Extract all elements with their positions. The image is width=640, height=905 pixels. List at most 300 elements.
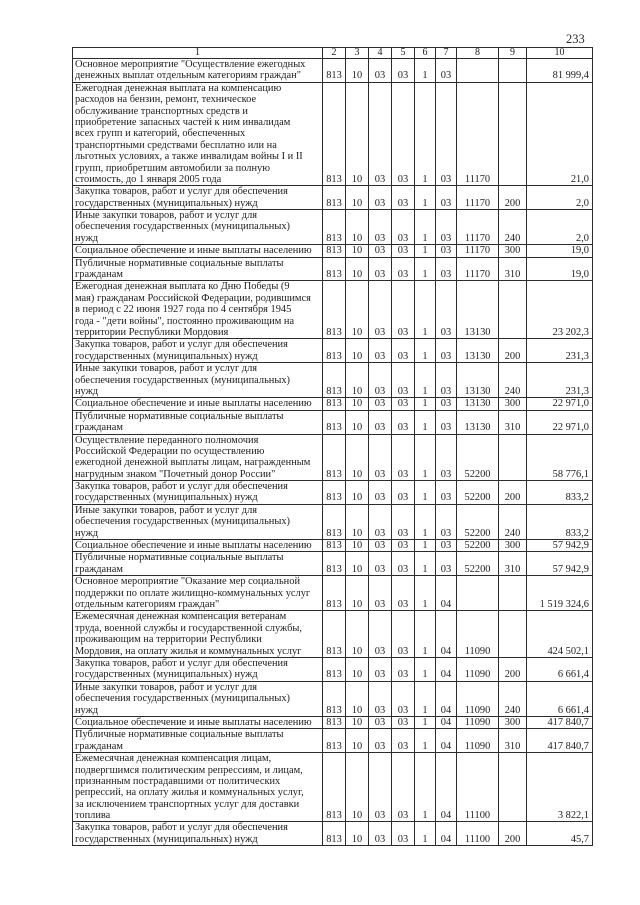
description-line: обслуживание транспортных средств и — [75, 105, 248, 117]
cell-activity-code: 03 — [436, 339, 457, 363]
cell-amount: 23 202,3 — [527, 281, 593, 339]
table-row — [73, 657, 593, 681]
table-row — [73, 281, 593, 339]
description-line: обеспечения государственных (муниципальных) — [75, 693, 291, 705]
cell-amount: 22 971,0 — [527, 410, 593, 434]
cell-expense-type: 310 — [499, 729, 527, 753]
cell-dept-code: 813 — [323, 657, 346, 681]
cell-activity-code: 03 — [436, 82, 457, 186]
description-line: нужд — [75, 527, 99, 539]
cell-expense-type: 310 — [499, 552, 527, 576]
table-row — [73, 729, 593, 753]
description-line: труда, военной службы и государственной службы, — [75, 622, 302, 634]
cell-expense-type — [499, 611, 527, 658]
column-header-6: 6 — [415, 48, 436, 59]
description-line: Иные закупки товаров, работ и услуг для — [75, 504, 258, 516]
cell-amount: 833,2 — [527, 481, 593, 505]
cell-program-code: 03 — [392, 552, 415, 576]
description-line: Закупка товаров, работ и услуг для обеспечения — [75, 657, 288, 669]
cell-subprogram-code: 1 — [415, 540, 436, 552]
cell-amount: 231,3 — [527, 363, 593, 398]
cell-dept-code: 813 — [323, 504, 346, 539]
cell-program-code: 03 — [392, 611, 415, 658]
description-line: нагрудным знаком "Почетный донор России" — [75, 468, 276, 480]
description-line: обеспечения государственных (муниципальных) — [75, 374, 291, 386]
cell-subsection: 03 — [369, 410, 392, 434]
cell-dept-code: 813 — [323, 186, 346, 210]
cell-activity-code: 03 — [436, 410, 457, 434]
column-header-8: 8 — [457, 48, 499, 59]
table-row — [73, 716, 593, 728]
cell-section: 10 — [346, 245, 369, 257]
cell-direction-code: 11090 — [457, 716, 499, 728]
cell-expense-type: 300 — [499, 245, 527, 257]
cell-direction-code: 13130 — [457, 363, 499, 398]
cell-program-code: 03 — [392, 210, 415, 245]
description-line: Основное мероприятие "Осуществление ежегодных — [75, 59, 306, 70]
cell-amount: 22 971,0 — [527, 398, 593, 410]
description-line: приобретение запасных частей к ним инвалидам — [75, 116, 291, 128]
description-line: ежегодной денежной выплаты лицам, награжденным — [75, 457, 311, 469]
cell-direction-code: 11170 — [457, 82, 499, 186]
description-line: мая) гражданам Российской Федерации, родившимся — [75, 292, 311, 304]
cell-activity-code: 04 — [436, 822, 457, 846]
cell-activity-code: 04 — [436, 611, 457, 658]
cell-direction-code: 11100 — [457, 822, 499, 846]
description-line: обеспечения государственных (муниципальных) — [75, 221, 291, 233]
cell-description — [73, 398, 323, 410]
cell-section: 10 — [346, 59, 369, 83]
cell-direction-code: 52200 — [457, 481, 499, 505]
cell-section: 10 — [346, 82, 369, 186]
cell-amount: 45,7 — [527, 822, 593, 846]
cell-subsection: 03 — [369, 339, 392, 363]
cell-amount: 833,2 — [527, 504, 593, 539]
cell-section: 10 — [346, 657, 369, 681]
cell-description — [73, 186, 323, 210]
cell-program-code: 03 — [392, 245, 415, 257]
cell-dept-code: 813 — [323, 540, 346, 552]
description-line: Закупка товаров, работ и услуг для обеспечения — [75, 339, 288, 351]
cell-activity-code: 04 — [436, 729, 457, 753]
cell-section: 10 — [346, 257, 369, 281]
description-line: гражданам — [75, 269, 123, 281]
description-line: государственных (муниципальных) нужд — [75, 350, 258, 362]
cell-subsection: 03 — [369, 210, 392, 245]
cell-expense-type: 240 — [499, 681, 527, 716]
cell-subprogram-code: 1 — [415, 576, 436, 611]
description-line: стоимость, до 1 января 2005 года — [75, 173, 222, 185]
cell-dept-code: 813 — [323, 552, 346, 576]
cell-program-code: 03 — [392, 434, 415, 481]
table-row — [73, 245, 593, 257]
description-line: Публичные нормативные социальные выплаты — [75, 552, 284, 564]
cell-expense-type: 310 — [499, 410, 527, 434]
cell-subsection: 03 — [369, 434, 392, 481]
cell-expense-type — [499, 82, 527, 186]
cell-activity-code: 03 — [436, 398, 457, 410]
cell-subsection: 03 — [369, 186, 392, 210]
cell-activity-code: 03 — [436, 363, 457, 398]
cell-direction-code — [457, 59, 499, 83]
cell-section: 10 — [346, 540, 369, 552]
cell-section: 10 — [346, 552, 369, 576]
cell-subprogram-code: 1 — [415, 481, 436, 505]
description-line: гражданам — [75, 563, 123, 575]
cell-direction-code: 52200 — [457, 540, 499, 552]
description-line: расходов на бензин, ремонт, техническое — [75, 94, 257, 106]
cell-description — [73, 753, 323, 822]
table-row — [73, 540, 593, 552]
cell-expense-type — [499, 576, 527, 611]
cell-subsection: 03 — [369, 716, 392, 728]
cell-amount: 2,0 — [527, 186, 593, 210]
cell-direction-code — [457, 576, 499, 611]
cell-dept-code: 813 — [323, 245, 346, 257]
table-row — [73, 753, 593, 822]
table-row — [73, 257, 593, 281]
cell-direction-code: 13130 — [457, 398, 499, 410]
cell-program-code: 03 — [392, 59, 415, 83]
cell-expense-type: 200 — [499, 822, 527, 846]
cell-direction-code: 11170 — [457, 210, 499, 245]
cell-subprogram-code: 1 — [415, 257, 436, 281]
cell-section: 10 — [346, 681, 369, 716]
cell-subsection: 03 — [369, 729, 392, 753]
table-row — [73, 576, 593, 611]
cell-amount: 1 519 324,6 — [527, 576, 593, 611]
table-row — [73, 186, 593, 210]
description-line: подвергшимся политическим репрессиям, и лицам, — [75, 764, 303, 776]
cell-description — [73, 576, 323, 611]
description-line: репрессий, на оплату жилья и коммунальных услуг, — [75, 787, 304, 799]
table-row — [73, 59, 593, 83]
cell-subsection: 03 — [369, 281, 392, 339]
cell-activity-code: 03 — [436, 186, 457, 210]
cell-program-code: 03 — [392, 504, 415, 539]
description-line: Мордовия, на оплату жилья и коммунальных услуг — [75, 645, 302, 657]
cell-subprogram-code: 1 — [415, 398, 436, 410]
table-body — [73, 59, 593, 846]
cell-dept-code: 813 — [323, 410, 346, 434]
cell-description — [73, 716, 323, 728]
cell-description — [73, 210, 323, 245]
description-line: государственных (муниципальных) нужд — [75, 833, 258, 845]
cell-dept-code: 813 — [323, 611, 346, 658]
cell-direction-code: 11090 — [457, 657, 499, 681]
cell-program-code: 03 — [392, 339, 415, 363]
column-header-5: 5 — [392, 48, 415, 59]
column-header-4: 4 — [369, 48, 392, 59]
cell-amount: 21,0 — [527, 82, 593, 186]
description-line: нужд — [75, 704, 99, 716]
cell-expense-type: 240 — [499, 504, 527, 539]
cell-activity-code: 03 — [436, 210, 457, 245]
cell-description — [73, 281, 323, 339]
cell-description — [73, 657, 323, 681]
cell-amount: 81 999,4 — [527, 59, 593, 83]
cell-amount: 2,0 — [527, 210, 593, 245]
cell-program-code: 03 — [392, 576, 415, 611]
cell-section: 10 — [346, 363, 369, 398]
cell-subprogram-code: 1 — [415, 82, 436, 186]
cell-section: 10 — [346, 716, 369, 728]
cell-program-code: 03 — [392, 716, 415, 728]
description-line: Ежегодная денежная выплата ко Дню Победы (9 — [75, 281, 290, 293]
cell-activity-code: 04 — [436, 716, 457, 728]
description-line: территории Республики Мордовия — [75, 327, 229, 338]
cell-section: 10 — [346, 611, 369, 658]
cell-subsection: 03 — [369, 59, 392, 83]
table-row — [73, 210, 593, 245]
description-line: Публичные нормативные социальные выплаты — [75, 257, 284, 269]
table-row — [73, 410, 593, 434]
budget-table — [72, 47, 593, 846]
table-header — [73, 48, 593, 59]
cell-direction-code: 11100 — [457, 753, 499, 822]
cell-section: 10 — [346, 504, 369, 539]
cell-amount: 19,0 — [527, 245, 593, 257]
description-line: государственных (муниципальных) нужд — [75, 492, 258, 504]
cell-direction-code: 11170 — [457, 186, 499, 210]
cell-subprogram-code: 1 — [415, 822, 436, 846]
cell-subprogram-code: 1 — [415, 186, 436, 210]
cell-subprogram-code: 1 — [415, 611, 436, 658]
cell-direction-code: 13130 — [457, 339, 499, 363]
description-line: Социальное обеспечение и иные выплаты населению — [75, 540, 312, 552]
cell-expense-type: 310 — [499, 257, 527, 281]
cell-section: 10 — [346, 822, 369, 846]
cell-activity-code: 03 — [436, 540, 457, 552]
cell-description — [73, 552, 323, 576]
cell-dept-code: 813 — [323, 822, 346, 846]
cell-activity-code: 03 — [436, 59, 457, 83]
column-header-3: 3 — [346, 48, 369, 59]
cell-expense-type — [499, 281, 527, 339]
cell-program-code: 03 — [392, 186, 415, 210]
cell-description — [73, 339, 323, 363]
cell-dept-code: 813 — [323, 281, 346, 339]
cell-amount: 231,3 — [527, 339, 593, 363]
cell-expense-type: 240 — [499, 363, 527, 398]
cell-dept-code: 813 — [323, 576, 346, 611]
description-line: года - "дети войны", постоянно проживающим на — [75, 315, 295, 327]
table-row — [73, 822, 593, 846]
cell-subsection: 03 — [369, 540, 392, 552]
cell-program-code: 03 — [392, 82, 415, 186]
cell-description — [73, 245, 323, 257]
cell-description — [73, 822, 323, 846]
cell-program-code: 03 — [392, 729, 415, 753]
cell-expense-type: 200 — [499, 481, 527, 505]
table-row — [73, 552, 593, 576]
description-line: Закупка товаров, работ и услуг для обеспечения — [75, 822, 288, 834]
cell-dept-code: 813 — [323, 434, 346, 481]
table-row — [73, 363, 593, 398]
cell-direction-code: 11090 — [457, 611, 499, 658]
description-line: Осуществление переданного полномочия — [75, 434, 259, 446]
column-header-7: 7 — [436, 48, 457, 59]
cell-amount: 417 840,7 — [527, 716, 593, 728]
cell-section: 10 — [346, 186, 369, 210]
description-line: топлива — [75, 810, 111, 822]
cell-program-code: 03 — [392, 363, 415, 398]
cell-direction-code: 52200 — [457, 434, 499, 481]
table-row — [73, 398, 593, 410]
cell-subprogram-code: 1 — [415, 657, 436, 681]
cell-activity-code: 04 — [436, 657, 457, 681]
cell-expense-type: 200 — [499, 339, 527, 363]
cell-subprogram-code: 1 — [415, 753, 436, 822]
cell-subsection: 03 — [369, 611, 392, 658]
cell-description — [73, 481, 323, 505]
cell-program-code: 03 — [392, 681, 415, 716]
column-header-9: 9 — [499, 48, 527, 59]
description-line: Социальное обеспечение и иные выплаты населению — [75, 245, 312, 257]
cell-subprogram-code: 1 — [415, 504, 436, 539]
cell-direction-code: 13130 — [457, 281, 499, 339]
description-line: Закупка товаров, работ и услуг для обеспечения — [75, 481, 288, 493]
description-line: государственных (муниципальных) нужд — [75, 197, 258, 209]
description-line: льготных условиях, а также инвалидам войны I и II — [75, 151, 303, 163]
description-line: в период с 22 июня 1927 года по 4 сентября 1945 — [75, 304, 292, 316]
cell-expense-type: 300 — [499, 398, 527, 410]
cell-description — [73, 410, 323, 434]
cell-activity-code: 03 — [436, 504, 457, 539]
cell-activity-code: 03 — [436, 281, 457, 339]
cell-subprogram-code: 1 — [415, 729, 436, 753]
cell-program-code: 03 — [392, 281, 415, 339]
cell-dept-code: 813 — [323, 729, 346, 753]
cell-section: 10 — [346, 281, 369, 339]
cell-dept-code: 813 — [323, 398, 346, 410]
cell-subsection: 03 — [369, 363, 392, 398]
cell-description — [73, 504, 323, 539]
cell-expense-type: 300 — [499, 540, 527, 552]
cell-dept-code: 813 — [323, 716, 346, 728]
table-row — [73, 481, 593, 505]
cell-dept-code: 813 — [323, 82, 346, 186]
cell-description — [73, 540, 323, 552]
description-line: Социальное обеспечение и иные выплаты населению — [75, 398, 312, 410]
cell-dept-code: 813 — [323, 753, 346, 822]
cell-program-code: 03 — [392, 753, 415, 822]
cell-direction-code: 11090 — [457, 729, 499, 753]
description-line: Ежемесячная денежная компенсация лицам, — [75, 753, 272, 765]
description-line: всех групп и категорий, обеспеченных — [75, 128, 246, 140]
description-line: Иные закупки товаров, работ и услуг для — [75, 363, 258, 375]
cell-direction-code: 11170 — [457, 245, 499, 257]
cell-subsection: 03 — [369, 257, 392, 281]
description-line: нужд — [75, 232, 99, 244]
table-row — [73, 82, 593, 186]
description-line: Основное мероприятие "Оказание мер социальной — [75, 576, 301, 588]
cell-amount: 57 942,9 — [527, 540, 593, 552]
cell-subsection: 03 — [369, 681, 392, 716]
description-line: Закупка товаров, работ и услуг для обеспечения — [75, 186, 288, 198]
column-header-1: 1 — [73, 48, 323, 59]
cell-subprogram-code: 1 — [415, 210, 436, 245]
cell-amount: 417 840,7 — [527, 729, 593, 753]
description-line: гражданам — [75, 422, 123, 434]
cell-expense-type — [499, 753, 527, 822]
cell-expense-type: 200 — [499, 657, 527, 681]
cell-dept-code: 813 — [323, 339, 346, 363]
description-line: государственных (муниципальных) нужд — [75, 669, 258, 681]
cell-activity-code: 03 — [436, 257, 457, 281]
description-line: Российской Федерации по осуществлению — [75, 445, 265, 457]
cell-subprogram-code: 1 — [415, 552, 436, 576]
cell-direction-code: 52200 — [457, 552, 499, 576]
cell-amount: 58 776,1 — [527, 434, 593, 481]
cell-dept-code: 813 — [323, 681, 346, 716]
description-line: обеспечения государственных (муниципальных) — [75, 516, 291, 528]
cell-dept-code: 813 — [323, 363, 346, 398]
cell-subsection: 03 — [369, 657, 392, 681]
cell-program-code: 03 — [392, 822, 415, 846]
cell-program-code: 03 — [392, 398, 415, 410]
cell-subsection: 03 — [369, 398, 392, 410]
cell-subsection: 03 — [369, 822, 392, 846]
cell-description — [73, 681, 323, 716]
table-row — [73, 434, 593, 481]
table-row — [73, 339, 593, 363]
cell-direction-code: 11170 — [457, 257, 499, 281]
cell-subsection: 03 — [369, 481, 392, 505]
description-line: Иные закупки товаров, работ и услуг для — [75, 681, 258, 693]
cell-subsection: 03 — [369, 552, 392, 576]
description-line: денежных выплат отдельным категориям граждан" — [75, 70, 301, 82]
cell-expense-type: 200 — [499, 186, 527, 210]
cell-section: 10 — [346, 729, 369, 753]
description-line: транспортными средствами бесплатно или на — [75, 139, 277, 151]
cell-amount: 6 661,4 — [527, 657, 593, 681]
description-line: нужд — [75, 385, 99, 397]
cell-description — [73, 59, 323, 83]
cell-expense-type — [499, 434, 527, 481]
description-line: Иные закупки товаров, работ и услуг для — [75, 210, 258, 222]
column-header-10: 10 — [527, 48, 593, 59]
column-header-2: 2 — [323, 48, 346, 59]
cell-activity-code: 03 — [436, 552, 457, 576]
description-line: признанным пострадавшими от политических — [75, 775, 281, 787]
description-line: Ежегодная денежная выплата на компенсацию — [75, 82, 282, 94]
cell-dept-code: 813 — [323, 481, 346, 505]
cell-subprogram-code: 1 — [415, 716, 436, 728]
cell-direction-code: 11090 — [457, 681, 499, 716]
cell-expense-type: 300 — [499, 716, 527, 728]
cell-direction-code: 52200 — [457, 504, 499, 539]
cell-activity-code: 04 — [436, 681, 457, 716]
cell-subsection: 03 — [369, 245, 392, 257]
cell-section: 10 — [346, 410, 369, 434]
cell-expense-type — [499, 59, 527, 83]
description-line: Публичные нормативные социальные выплаты — [75, 410, 284, 422]
cell-expense-type: 240 — [499, 210, 527, 245]
cell-direction-code: 13130 — [457, 410, 499, 434]
cell-description — [73, 82, 323, 186]
cell-description — [73, 611, 323, 658]
cell-description — [73, 257, 323, 281]
cell-section: 10 — [346, 576, 369, 611]
cell-amount: 57 942,9 — [527, 552, 593, 576]
cell-subprogram-code: 1 — [415, 245, 436, 257]
cell-section: 10 — [346, 753, 369, 822]
description-line: отдельным категориям граждан" — [75, 599, 220, 611]
cell-dept-code: 813 — [323, 59, 346, 83]
description-line: поддержки по оплате жилищно-коммунальных услуг — [75, 587, 311, 599]
description-line: Социальное обеспечение и иные выплаты населению — [75, 716, 312, 728]
